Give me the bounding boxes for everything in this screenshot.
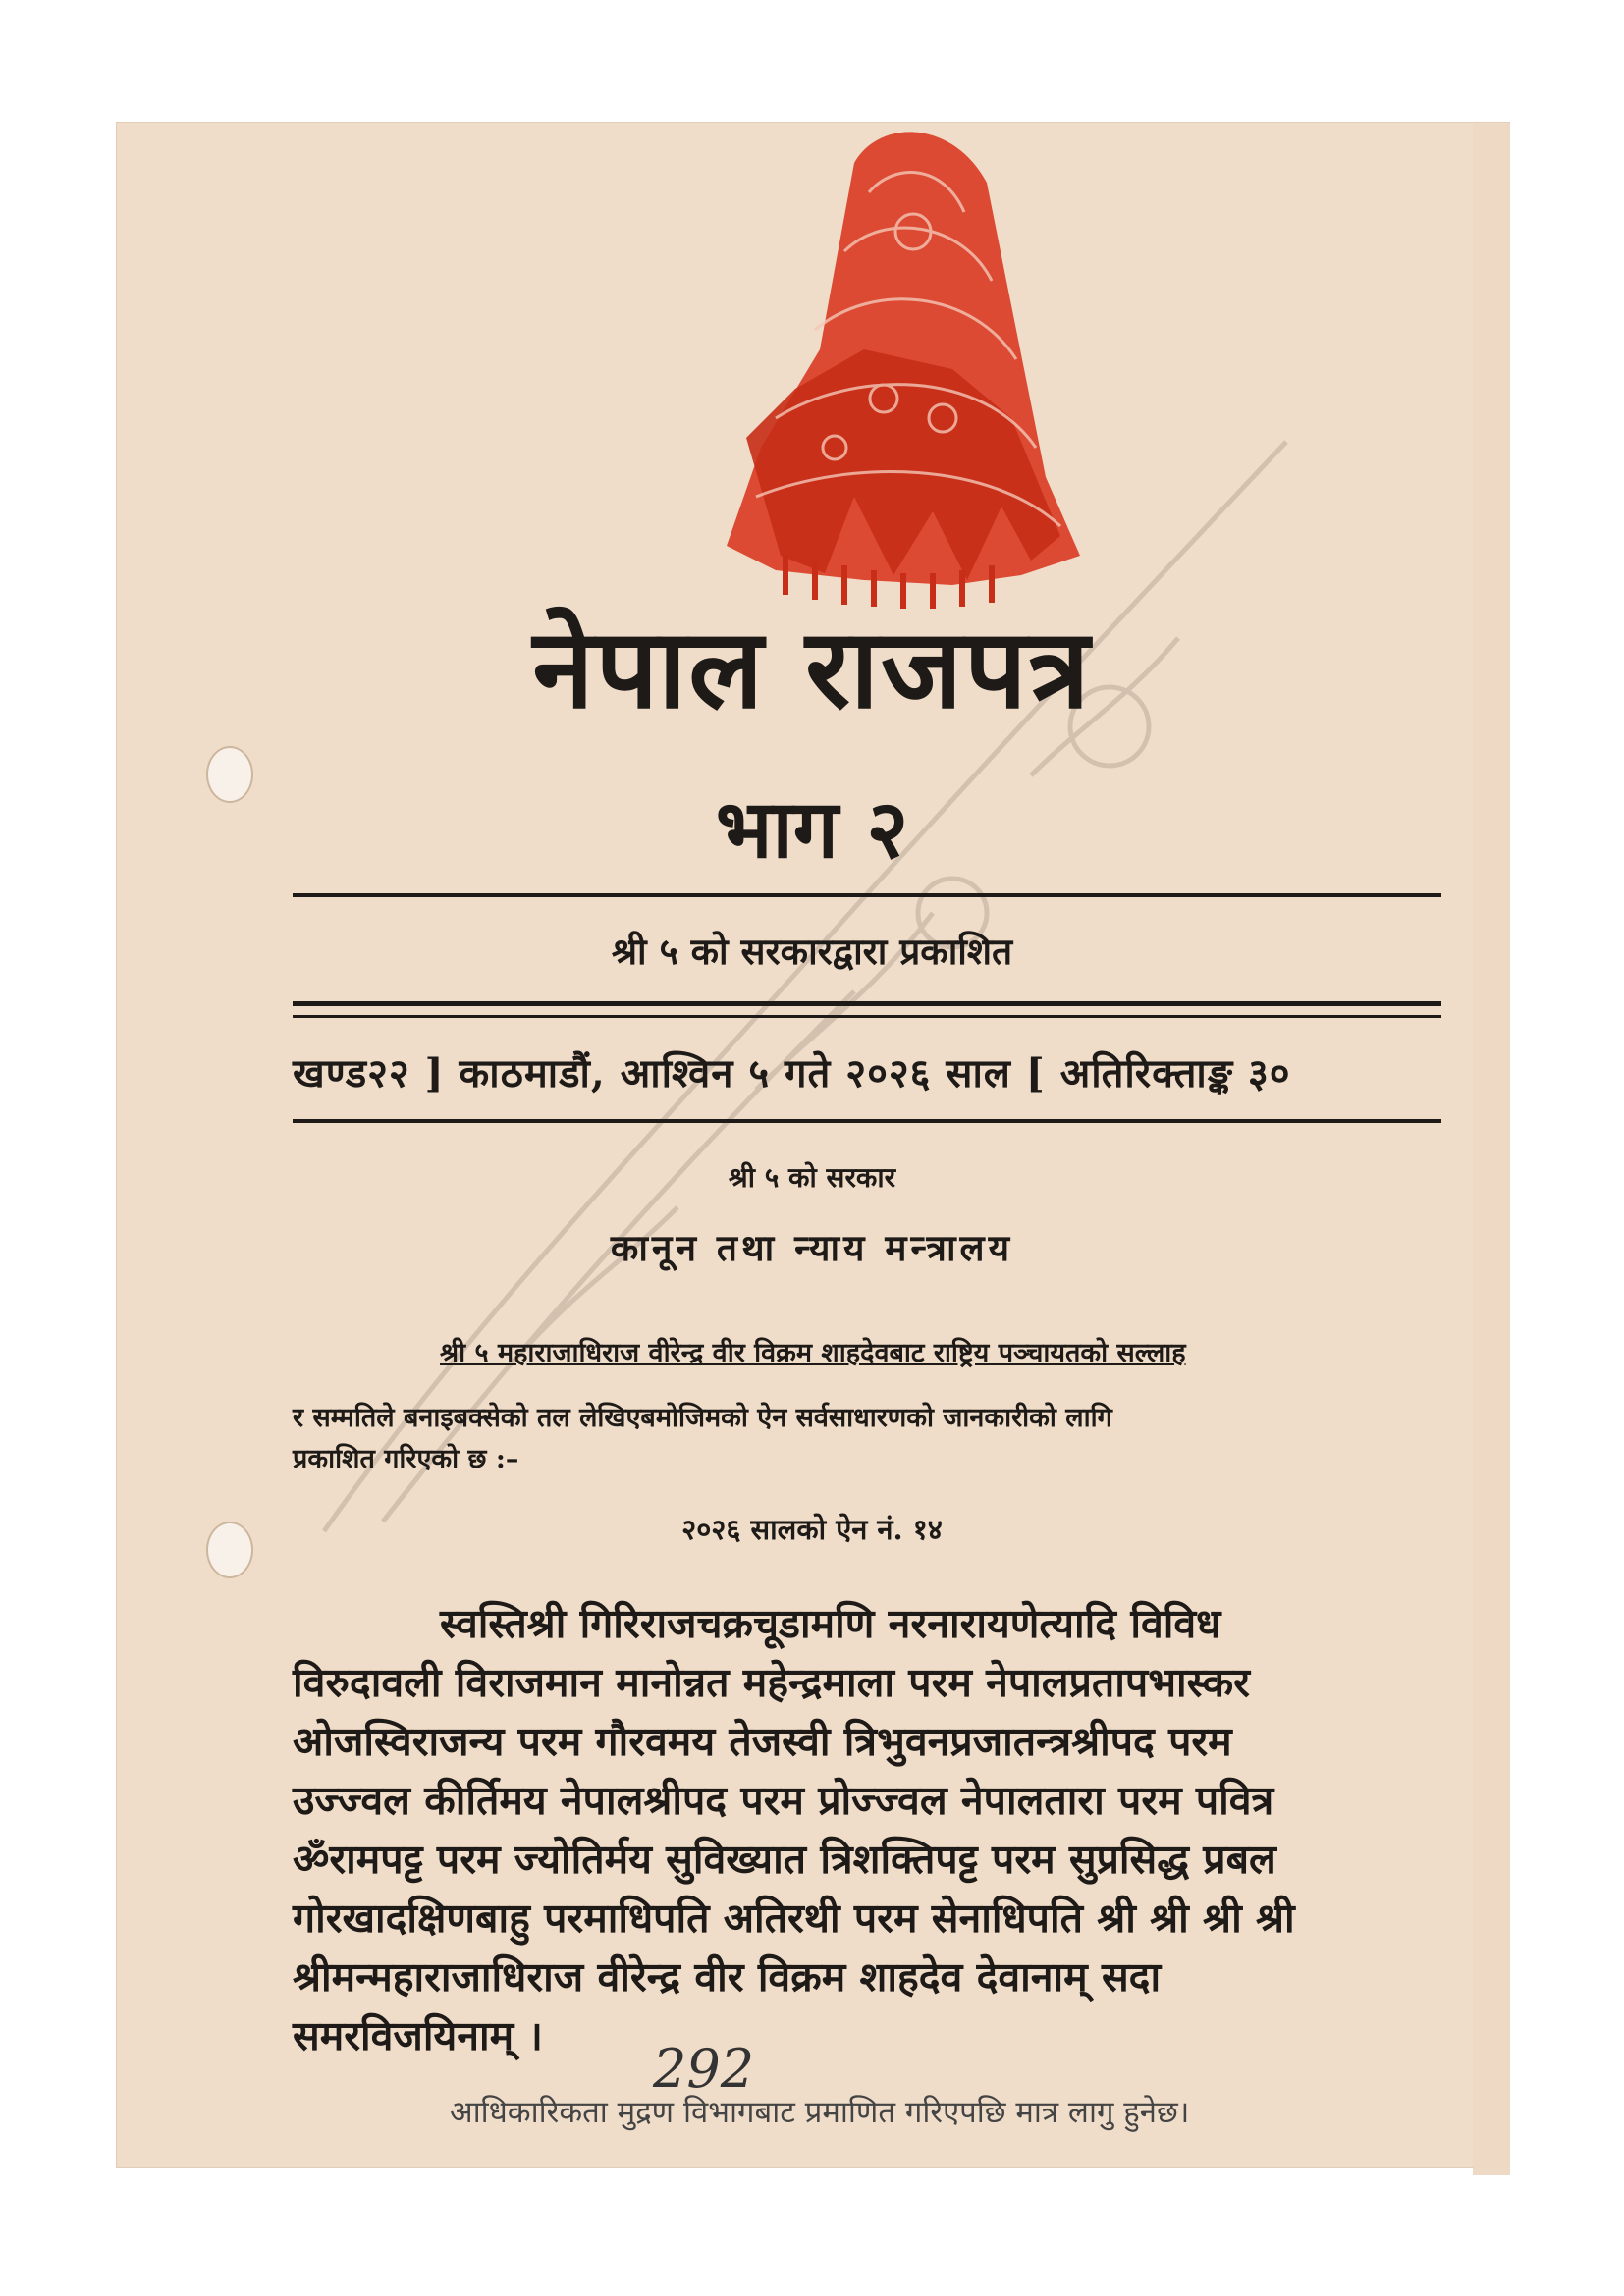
preamble-line: विरुदावली विराजमान मानोन्नत महेन्द्रमाला परम नेपालप्रतापभास्कर bbox=[293, 1659, 1250, 1706]
divider-rule bbox=[293, 1015, 1441, 1018]
intro-line: र सम्मतिले बनाइबक्सेको तल लेखिएबमोजिमको ऐन सर्वसाधारणको जानकारीको लागि bbox=[293, 1403, 1112, 1433]
divider-rule bbox=[293, 893, 1441, 897]
government-heading: श्री ५ को सरकार bbox=[728, 1161, 896, 1194]
intro-line: श्री ५ महाराजाधिराज वीरेन्द्र वीर विक्रम शाहदेवबाट राष्ट्रिय पञ्चायतको सल्लाह bbox=[440, 1338, 1186, 1368]
intro-line: प्रकाशित गरिएको छ :– bbox=[293, 1444, 519, 1474]
preamble-line: श्रीमन्महाराजाधिराज वीरेन्द्र वीर विक्रम शाहदेव देवानाम् सदा bbox=[293, 1953, 1162, 2001]
preamble-line: ओजस्विराजन्य परम गौरवमय तेजस्वी त्रिभुवनप्रजातन्त्रश्रीपद परम bbox=[293, 1718, 1232, 1765]
divider-rule bbox=[293, 1119, 1441, 1123]
publisher-line: श्री ५ को सरकारद्वारा प्रकाशित bbox=[611, 930, 1013, 973]
act-number: २०२६ सालको ऐन नं. १४ bbox=[681, 1513, 943, 1546]
ministry-heading: कानून तथा न्याय मन्त्रालय bbox=[610, 1226, 1014, 1269]
gazette-part: भाग २ bbox=[715, 782, 909, 877]
issue-line: खण्ड२२ ] काठमाडौं, आश्विन ५ गते २०२६ साल [ अतिरिक्ताङ्क ३० bbox=[293, 1050, 1291, 1096]
preamble-line: समरविजयिनाम् । bbox=[293, 2012, 543, 2059]
handwritten-page-number: 292 bbox=[653, 2038, 755, 2100]
divider-rule bbox=[293, 1001, 1441, 1006]
gazette-title: नेपाल राजपत्र bbox=[532, 605, 1092, 733]
preamble-line: स्वस्तिश्री गिरिराजचक्रचूडामणि नरनारायणेत्यादि विविध bbox=[440, 1600, 1221, 1647]
paper-edge bbox=[1473, 124, 1510, 2175]
preamble-line: गोरखादक्षिणबाहु परमाधिपति अतिरथी परम सेनाधिपति श्री श्री श्री श्री bbox=[293, 1895, 1295, 1942]
preamble-line: ॐरामपट्ट परम ज्योतिर्मय सुविख्यात त्रिशक्तिपट्ट परम सुप्रसिद्ध प्रबल bbox=[293, 1836, 1276, 1883]
preamble-line: उज्ज्वल कीर्तिमय नेपालश्रीपद परम प्रोज्ज्वल नेपालतारा परम पवित्र bbox=[293, 1777, 1274, 1824]
footer-note: आधिकारिकता मुद्रण विभागबाट प्रमाणित गरिएपछि मात्र लागु हुनेछ। bbox=[450, 2095, 1190, 2130]
